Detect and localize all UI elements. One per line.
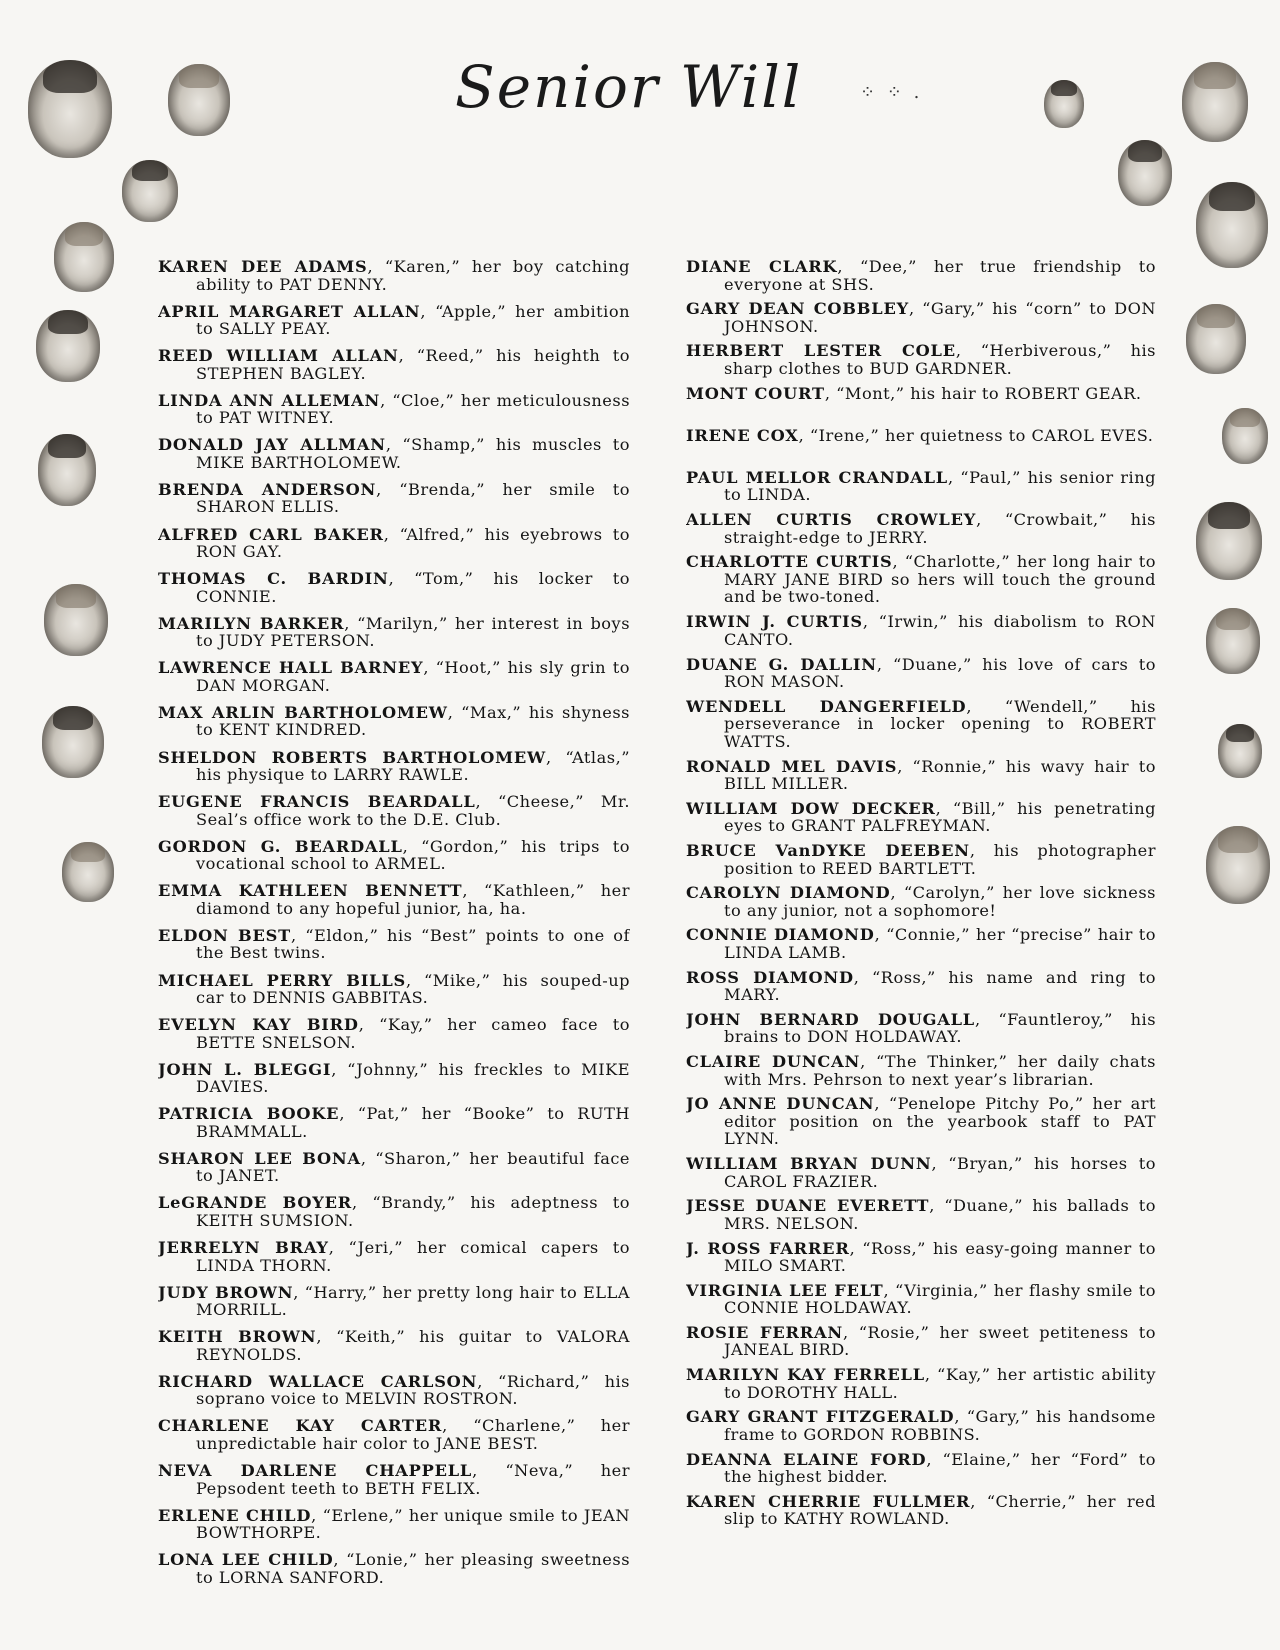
title-ornament: ⁘ ⁘ . xyxy=(860,82,923,103)
will-entry: SHARON LEE BONA, “Sharon,” her beautiful face to JANET. xyxy=(158,1149,630,1186)
will-entry: ELDON BEST, “Eldon,” his “Best” points to one of the Best twins. xyxy=(158,926,630,963)
portrait-photo xyxy=(122,160,178,222)
senior-name: GARY GRANT FITZGERALD xyxy=(686,1408,955,1427)
will-entry: BRUCE VanDYKE DEEBEN, his photographer position to REED BARTLETT. xyxy=(686,842,1156,878)
will-entry: JERRELYN BRAY, “Jeri,” her comical capers to LINDA THORN. xyxy=(158,1239,630,1275)
will-entry: MARILYN KAY FERRELL, “Kay,” her artistic ability to DOROTHY HALL. xyxy=(686,1366,1156,1402)
senior-name: CHARLENE KAY CARTER xyxy=(158,1417,443,1436)
will-entry: ERLENE CHILD, “Erlene,” her unique smile to JEAN BOWTHORPE. xyxy=(158,1506,630,1543)
will-entry: SHELDON ROBERTS BARTHOLOMEW, “Atlas,” his physique to LARRY RAWLE. xyxy=(158,748,630,785)
senior-name: KAREN CHERRIE FULLMER xyxy=(686,1492,971,1511)
portrait-photo xyxy=(1196,182,1268,268)
will-entry: ROSIE FERRAN, “Rosie,” her sweet petiteness to JANEAL BIRD. xyxy=(686,1323,1156,1360)
senior-name: VIRGINIA LEE FELT xyxy=(686,1281,884,1300)
portrait-photo xyxy=(1206,608,1260,674)
portrait-photo xyxy=(1182,62,1248,142)
will-entry: RICHARD WALLACE CARLSON, “Richard,” his soprano voice to MELVIN ROSTRON. xyxy=(158,1372,630,1409)
senior-name: PATRICIA BOOKE xyxy=(158,1105,340,1124)
will-entry: LINDA ANN ALLEMAN, “Cloe,” her meticulousness to PAT WITNEY. xyxy=(158,391,630,428)
will-entry: JOHN L. BLEGGI, “Johnny,” his freckles to MIKE DAVIES. xyxy=(158,1060,630,1097)
senior-name: KAREN DEE ADAMS xyxy=(158,258,368,276)
senior-name: GARY DEAN COBBLEY xyxy=(686,300,909,319)
will-entry: GORDON G. BEARDALL, “Gordon,” his trips to vocational school to ARMEL. xyxy=(158,837,630,874)
will-entry: CHARLOTTE CURTIS, “Charlotte,” her long hair to MARY JANE BIRD so hers will touch the ground and be two-toned. xyxy=(686,553,1156,607)
senior-name: ROSIE FERRAN xyxy=(686,1323,843,1342)
page-title: Senior Will xyxy=(455,53,803,121)
senior-name: EUGENE FRANCIS BEARDALL xyxy=(158,793,476,812)
will-entry: APRIL MARGARET ALLAN, “Apple,” her ambition to SALLY PEAY. xyxy=(158,302,630,339)
senior-name: CAROLYN DIAMOND xyxy=(686,884,891,903)
senior-name: JO ANNE DUNCAN xyxy=(686,1095,875,1114)
will-entry: WILLIAM DOW DECKER, “Bill,” his penetrating eyes to GRANT PALFREYMAN. xyxy=(686,799,1156,836)
will-entry: EVELYN KAY BIRD, “Kay,” her cameo face to BETTE SNELSON. xyxy=(158,1016,630,1052)
portrait-photo xyxy=(36,310,100,382)
will-entry: CHARLENE KAY CARTER, “Charlene,” her unpredictable hair color to JANE BEST. xyxy=(158,1417,630,1453)
portrait-photo xyxy=(1196,502,1262,580)
senior-name: NEVA DARLENE CHAPPELL xyxy=(158,1462,473,1481)
will-entry: J. ROSS FARRER, “Ross,” his easy-going manner to MILO SMART. xyxy=(686,1239,1156,1276)
portrait-photo xyxy=(54,222,114,292)
senior-name: JESSE DUANE EVERETT xyxy=(686,1197,930,1216)
senior-name: LONA LEE CHILD xyxy=(158,1551,334,1570)
senior-name: WILLIAM DOW DECKER xyxy=(686,799,936,818)
senior-name: DIANE CLARK xyxy=(686,258,838,276)
senior-name: EVELYN KAY BIRD xyxy=(158,1016,359,1035)
will-entry: REED WILLIAM ALLAN, “Reed,” his heighth to STEPHEN BAGLEY. xyxy=(158,347,630,383)
will-entry: CONNIE DIAMOND, “Connie,” her “precise” hair to LINDA LAMB. xyxy=(686,926,1156,962)
senior-name: DEANNA ELAINE FORD xyxy=(686,1450,927,1469)
senior-name: PAUL MELLOR CRANDALL xyxy=(686,468,948,487)
will-entry: DONALD JAY ALLMAN, “Shamp,” his muscles to MIKE BARTHOLOMEW. xyxy=(158,436,630,472)
senior-name: DUANE G. DALLIN xyxy=(686,655,877,674)
will-entry: PAUL MELLOR CRANDALL, “Paul,” his senior ring to LINDA. xyxy=(686,468,1156,505)
senior-name: WENDELL DANGERFIELD xyxy=(686,697,967,716)
will-entry: THOMAS C. BARDIN, “Tom,” his locker to CONNIE. xyxy=(158,570,630,606)
senior-name: BRENDA ANDERSON xyxy=(158,480,377,499)
senior-name: J. ROSS FARRER xyxy=(686,1239,850,1258)
portrait-photo xyxy=(168,64,230,136)
will-entry: JUDY BROWN, “Harry,” her pretty long hair to ELLA MORRILL. xyxy=(158,1283,630,1320)
senior-name: REED WILLIAM ALLAN xyxy=(158,347,399,366)
senior-name: KEITH BROWN xyxy=(158,1328,317,1347)
portrait-photo xyxy=(44,584,108,656)
will-entry: WILLIAM BRYAN DUNN, “Bryan,” his horses to CAROL FRAZIER. xyxy=(686,1155,1156,1191)
senior-name: BRUCE VanDYKE DEEBEN xyxy=(686,842,970,861)
portrait-photo xyxy=(28,60,112,158)
portrait-photo xyxy=(38,434,96,506)
will-entry: JOHN BERNARD DOUGALL, “Fauntleroy,” his brains to DON HOLDAWAY. xyxy=(686,1010,1156,1047)
will-entry: DUANE G. DALLIN, “Duane,” his love of cars to RON MASON. xyxy=(686,655,1156,691)
will-entry: JO ANNE DUNCAN, “Penelope Pitchy Po,” her art editor position on the yearbook staff to PAT LYNN. xyxy=(686,1095,1156,1149)
right-column xyxy=(686,258,1156,1535)
will-entry: MICHAEL PERRY BILLS, “Mike,” his souped-up car to DENNIS GABBITAS. xyxy=(158,971,630,1007)
will-entry: JESSE DUANE EVERETT, “Duane,” his ballads to MRS. NELSON. xyxy=(686,1197,1156,1233)
will-entry: KEITH BROWN, “Keith,” his guitar to VALORA REYNOLDS. xyxy=(158,1328,630,1364)
will-entry: MAX ARLIN BARTHOLOMEW, “Max,” his shyness to KENT KINDRED. xyxy=(158,703,630,740)
will-entry: CAROLYN DIAMOND, “Carolyn,” her love sickness to any junior, not a sophomore! xyxy=(686,884,1156,920)
senior-name: CLAIRE DUNCAN xyxy=(686,1053,861,1071)
senior-name: ROSS DIAMOND xyxy=(686,968,854,987)
will-entry: GARY DEAN COBBLEY, “Gary,” his “corn” to DON JOHNSON. xyxy=(686,300,1156,336)
senior-name: RICHARD WALLACE CARLSON xyxy=(158,1372,478,1391)
will-entry: MONT COURT, “Mont,” his hair to ROBERT GEAR. xyxy=(686,384,1142,403)
will-entry: EUGENE FRANCIS BEARDALL, “Cheese,” Mr. Seal’s office work to the D.E. Club. xyxy=(158,793,630,829)
senior-name: JERRELYN BRAY xyxy=(158,1239,329,1258)
will-entry: MARILYN BARKER, “Marilyn,” her interest in boys to JUDY PETERSON. xyxy=(158,614,630,651)
will-entry: LAWRENCE HALL BARNEY, “Hoot,” his sly grin to DAN MORGAN. xyxy=(158,659,630,695)
portrait-photo xyxy=(1118,140,1172,206)
will-entry: BRENDA ANDERSON, “Brenda,” her smile to SHARON ELLIS. xyxy=(158,480,630,517)
portrait-photo xyxy=(1044,80,1084,128)
senior-name: MAX ARLIN BARTHOLOMEW xyxy=(158,703,448,722)
will-entry: EMMA KATHLEEN BENNETT, “Kathleen,” her diamond to any hopeful junior, ha, ha. xyxy=(158,882,630,918)
portrait-photo xyxy=(1222,408,1268,464)
will-entry: ROSS DIAMOND, “Ross,” his name and ring to MARY. xyxy=(686,968,1156,1005)
will-entry: RONALD MEL DAVIS, “Ronnie,” his wavy hair to BILL MILLER. xyxy=(686,757,1156,794)
senior-name: APRIL MARGARET ALLAN xyxy=(158,302,421,321)
will-entry: GARY GRANT FITZGERALD, “Gary,” his handsome frame to GORDON ROBBINS. xyxy=(686,1408,1156,1444)
portrait-photo xyxy=(42,706,104,778)
senior-name: JUDY BROWN xyxy=(158,1283,294,1302)
will-entry: KAREN DEE ADAMS, “Karen,” her boy catching ability to PAT DENNY. xyxy=(158,258,630,294)
senior-name: MONT COURT xyxy=(686,384,825,403)
will-entry: ALLEN CURTIS CROWLEY, “Crowbait,” his straight-edge to JERRY. xyxy=(686,511,1156,547)
senior-name: JOHN BERNARD DOUGALL xyxy=(686,1010,975,1029)
senior-name: MARILYN BARKER xyxy=(158,614,345,633)
will-entry: WENDELL DANGERFIELD, “Wendell,” his perseverance in locker opening to ROBERT WATTS. xyxy=(686,697,1156,751)
portrait-photo xyxy=(1218,724,1262,778)
left-column xyxy=(158,258,630,1596)
senior-name: CONNIE DIAMOND xyxy=(686,926,875,945)
senior-name: JOHN L. BLEGGI xyxy=(158,1060,332,1079)
senior-name: ELDON BEST xyxy=(158,926,291,945)
senior-name: HERBERT LESTER COLE xyxy=(686,342,956,361)
will-entry: NEVA DARLENE CHAPPELL, “Neva,” her Pepsodent teeth to BETH FELIX. xyxy=(158,1462,630,1498)
senior-name: RONALD MEL DAVIS xyxy=(686,757,898,776)
will-entry: LONA LEE CHILD, “Lonie,” her pleasing sweetness to LORNA SANFORD. xyxy=(158,1551,630,1587)
senior-name: IRENE COX xyxy=(686,426,799,445)
senior-name: IRWIN J. CURTIS xyxy=(686,613,863,632)
will-entry: VIRGINIA LEE FELT, “Virginia,” her flashy smile to CONNIE HOLDAWAY. xyxy=(686,1281,1156,1318)
senior-name: WILLIAM BRYAN DUNN xyxy=(686,1155,932,1174)
senior-name: CHARLOTTE CURTIS xyxy=(686,553,893,572)
senior-name: LAWRENCE HALL BARNEY xyxy=(158,659,424,678)
will-entry: PATRICIA BOOKE, “Pat,” her “Booke” to RUTH BRAMMALL. xyxy=(158,1105,630,1141)
will-entry: KAREN CHERRIE FULLMER, “Cherrie,” her red slip to KATHY ROWLAND. xyxy=(686,1492,1156,1529)
will-entry: HERBERT LESTER COLE, “Herbiverous,” his sharp clothes to BUD GARDNER. xyxy=(686,342,1156,378)
will-entry: DIANE CLARK, “Dee,” her true friendship to everyone at SHS. xyxy=(686,258,1156,294)
senior-name: DONALD JAY ALLMAN xyxy=(158,436,386,455)
will-entry: ALFRED CARL BAKER, “Alfred,” his eyebrows to RON GAY. xyxy=(158,525,630,562)
senior-name: GORDON G. BEARDALL xyxy=(158,837,403,856)
will-entry: IRWIN J. CURTIS, “Irwin,” his diabolism to RON CANTO. xyxy=(686,613,1156,649)
will-entry: CLAIRE DUNCAN, “The Thinker,” her daily chats with Mrs. Pehrson to next year’s librarian. xyxy=(686,1053,1156,1089)
senior-name: MICHAEL PERRY BILLS xyxy=(158,971,407,990)
senior-name: EMMA KATHLEEN BENNETT xyxy=(158,882,463,901)
will-entry: IRENE COX, “Irene,” her quietness to CAROL EVES. xyxy=(686,426,1154,445)
senior-name: SHARON LEE BONA xyxy=(158,1149,361,1168)
senior-name: ALFRED CARL BAKER xyxy=(158,525,384,544)
will-entry: LeGRANDE BOYER, “Brandy,” his adeptness to KEITH SUMSION. xyxy=(158,1194,630,1230)
portrait-photo xyxy=(1186,304,1246,374)
portrait-photo xyxy=(62,842,114,902)
senior-name: MARILYN KAY FERRELL xyxy=(686,1366,925,1385)
will-entry: DEANNA ELAINE FORD, “Elaine,” her “Ford” to the highest bidder. xyxy=(686,1450,1156,1486)
senior-name: THOMAS C. BARDIN xyxy=(158,570,389,589)
senior-name: LINDA ANN ALLEMAN xyxy=(158,391,381,410)
portrait-photo xyxy=(1206,826,1270,904)
senior-name: LeGRANDE BOYER xyxy=(158,1194,353,1213)
senior-name: SHELDON ROBERTS BARTHOLOMEW xyxy=(158,748,546,767)
senior-name: ALLEN CURTIS CROWLEY xyxy=(686,511,977,530)
senior-name: ERLENE CHILD xyxy=(158,1506,312,1525)
